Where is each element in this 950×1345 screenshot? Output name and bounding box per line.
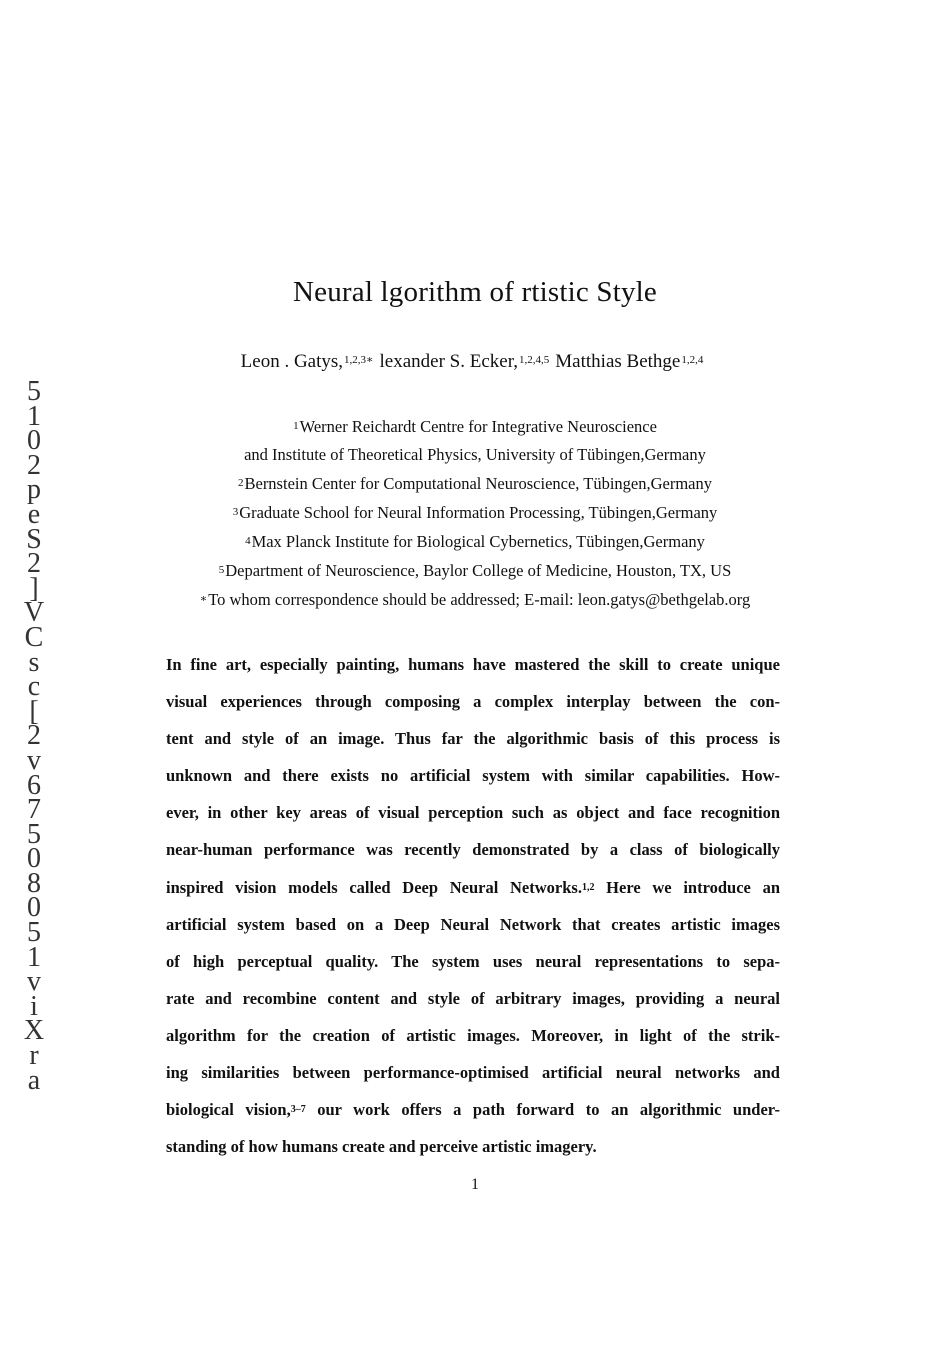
abstract-text: standing of how humans create and perceive artistic imagery.: [166, 1137, 597, 1157]
abstract-line: [166, 1091, 780, 1128]
abstract-text: tent and style of an image. Thus far the algorithmic basis of this process is: [166, 729, 780, 749]
abstract-text: near-human performance was recently demonstrated by a class of biologically: [166, 840, 780, 860]
affiliation-text: and Institute of Theoretical Physics, University of Tübingen,Germany: [244, 445, 706, 464]
arxiv-stamp-char: X: [23, 1015, 45, 1047]
abstract-text: artificial system based on a Deep Neural Network that creates artistic images: [166, 914, 780, 934]
affiliation-mark: 4: [245, 535, 251, 547]
abstract-line: [166, 683, 780, 720]
arxiv-stamp: [14, 376, 54, 1096]
arxiv-stamp-char: [: [29, 695, 39, 727]
affiliation-list: [0, 412, 950, 614]
arxiv-stamp-char: V: [23, 597, 45, 629]
abstract-text: In fine art, especially painting, humans have mastered the skill to create unique: [166, 655, 780, 674]
page-number: 1: [471, 1176, 479, 1193]
arxiv-stamp-char: v: [27, 744, 41, 776]
arxiv-stamp-char: e: [27, 498, 41, 530]
affiliation-line: [0, 523, 950, 556]
arxiv-stamp-char: 1: [27, 400, 41, 432]
arxiv-stamp-char: 2: [27, 449, 41, 481]
arxiv-stamp-char: 2: [27, 548, 41, 580]
abstract-text: ever, in other key areas of visual perception such as object and face recognition: [166, 803, 780, 823]
affiliation-text: To whom correspondence should be addressed; E-mail: leon.gatys@bethgelab.org: [208, 590, 751, 609]
abstract-line: [166, 646, 780, 683]
abstract-text: unknown and there exists no artificial system with similar capabilities. How-: [166, 766, 780, 786]
abstract-text: visual experiences through composing a complex interplay between the con-: [166, 692, 780, 712]
abstract-text: Here we introduce an: [594, 877, 780, 897]
arxiv-stamp-char: 5: [27, 818, 41, 850]
paper-title: Neural lgorithm of rtistic Style: [292, 276, 657, 308]
abstract-line: [166, 831, 780, 868]
arxiv-stamp-char: 0: [27, 425, 41, 457]
abstract-line: [166, 906, 780, 943]
affiliation-line: [0, 556, 950, 585]
abstract-line: [166, 1054, 780, 1091]
abstract-line: [166, 1017, 780, 1054]
abstract-text: inspired vision models called Deep Neural Networks.: [166, 877, 582, 897]
affiliation-text: Department of Neuroscience, Baylor College of Medicine, Houston, TX, US: [225, 561, 732, 580]
arxiv-stamp-char: 5: [27, 376, 41, 407]
affiliation-mark: 3: [232, 506, 239, 518]
abstract-text: algorithm for the creation of artistic images. Moreover, in light of the strik-: [166, 1025, 780, 1045]
arxiv-stamp-char: S: [26, 523, 42, 555]
arxiv-stamp-char: s: [28, 646, 40, 678]
affiliation-text: Max Planck Institute for Biological Cybernetics, Tübingen,Germany: [251, 532, 705, 551]
affiliation-line: [0, 441, 950, 469]
arxiv-stamp-char: 5: [27, 917, 41, 949]
abstract-line: [166, 869, 780, 906]
author-list: [0, 351, 950, 373]
abstract-text: biological vision,: [166, 1100, 291, 1120]
author-affiliation-mark: 1,2,3∗: [344, 354, 374, 366]
affiliation-text: Bernstein Center for Computational Neuroscience, Tübingen,Germany: [244, 474, 713, 493]
affiliation-text: Graduate School for Neural Information Processing, Tübingen,Germany: [239, 503, 718, 522]
citation-mark: 1,2: [581, 881, 595, 893]
affiliation-mark: ∗: [199, 593, 208, 605]
arxiv-stamp-char: ]: [29, 572, 39, 604]
abstract-line: [166, 943, 780, 980]
arxiv-stamp-char: 7: [27, 794, 41, 826]
author-name: lexander S. Ecker,: [379, 351, 519, 372]
arxiv-stamp-char: 2: [27, 720, 41, 752]
abstract-line: [166, 720, 780, 757]
arxiv-stamp-char: 8: [27, 867, 41, 899]
affiliation-text: Werner Reichardt Centre for Integrative Neuroscience: [299, 417, 657, 436]
abstract-text: rate and recombine content and style of arbitrary images, providing a neural: [166, 988, 780, 1008]
author-name: Leon . Gatys,: [240, 351, 344, 372]
abstract-line: [166, 980, 780, 1017]
arxiv-stamp-char: C: [24, 621, 44, 653]
affiliation-line: [0, 498, 950, 530]
affiliation-line: [0, 585, 950, 614]
affiliation-line: [0, 469, 950, 498]
affiliation-line: [0, 412, 950, 441]
abstract-text: ing similarities between performance-optimised artificial neural networks and: [166, 1063, 780, 1083]
abstract-line: [166, 757, 780, 794]
arxiv-stamp-char: 0: [27, 892, 41, 924]
citation-mark: 3–7: [290, 1104, 306, 1116]
arxiv-stamp-char: v: [27, 966, 41, 998]
abstract-text: our work offers a path forward to an algorithmic under-: [305, 1100, 780, 1120]
arxiv-stamp-char: p: [27, 474, 41, 506]
affiliation-mark: 1: [293, 420, 299, 432]
abstract-text: of high perceptual quality. The system uses neural representations to sepa-: [166, 951, 780, 971]
abstract-line: [166, 1128, 780, 1165]
author-affiliation-mark: 1,2,4: [681, 354, 704, 366]
arxiv-stamp-char: i: [30, 990, 38, 1022]
abstract-line: [166, 794, 780, 831]
arxiv-stamp-char: r: [29, 1040, 39, 1072]
abstract: [166, 646, 780, 1165]
affiliation-mark: 2: [237, 477, 244, 489]
affiliation-mark: 5: [218, 564, 225, 576]
arxiv-stamp-char: 1: [27, 941, 41, 973]
author-name: Matthias Bethge: [555, 351, 681, 372]
arxiv-stamp-char: 0: [27, 843, 41, 875]
arxiv-stamp-char: a: [27, 1064, 41, 1096]
arxiv-stamp-char: 6: [27, 769, 41, 801]
author-affiliation-mark: 1,2,4,5: [519, 354, 550, 366]
arxiv-stamp-char: c: [27, 671, 41, 703]
